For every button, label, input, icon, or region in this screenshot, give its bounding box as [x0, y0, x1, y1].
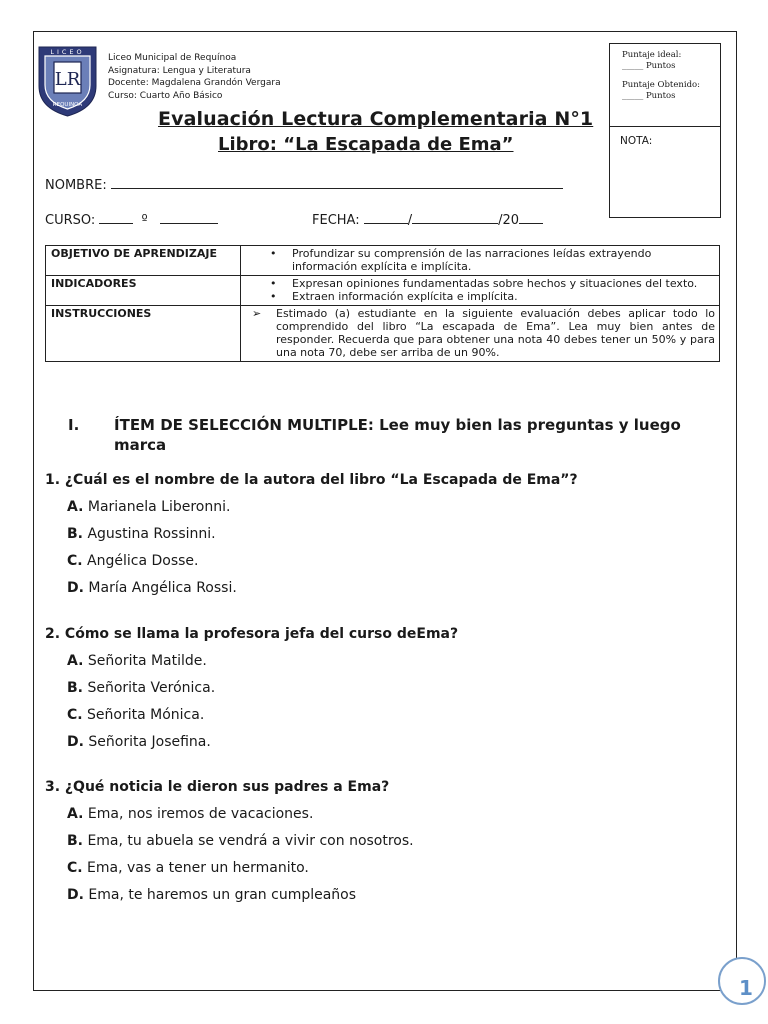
grade-label: NOTA:: [620, 135, 653, 147]
table-row-content: [241, 276, 720, 306]
instructions-text: Estimado (a) estudiante en la siguiente evaluación debes aplicar todo lo comprendido del libro “La escapada de Ema”. Lea muy bien antes de responder. Recuerda que para obtener una nota 40 debes tener un 50% y para una nota 70, debe ser arriba de un 90%.: [276, 307, 715, 359]
question-3: 3. ¿Qué noticia le dieron sus padres a Ema?: [45, 779, 390, 795]
option-letter: C.: [67, 553, 83, 569]
list-item: • Profundizar su comprensión de las narraciones leídas extrayendo información explícita e implícita.: [292, 247, 715, 273]
option-text: Señorita Verónica.: [87, 680, 216, 696]
section-title: ÍTEM DE SELECCIÓN MULTIPLE: Lee muy bien las preguntas y luego marca: [114, 416, 681, 454]
option-letter: D.: [67, 734, 84, 750]
ideal-score-points: _____ Puntos: [622, 61, 676, 71]
date-day-line[interactable]: [364, 211, 408, 224]
table-row-label: INSTRUCCIONES: [46, 306, 241, 362]
option-2a[interactable]: [67, 653, 207, 669]
option-2c[interactable]: [67, 707, 204, 723]
table-row-label: INDICADORES: [46, 276, 241, 306]
course-grade-symbol: º: [141, 213, 148, 228]
option-1c[interactable]: [67, 553, 199, 569]
option-letter: B.: [67, 526, 83, 542]
question-2: 2. Cómo se llama la profesora jefa del curso deEma?: [45, 626, 459, 642]
section-number: I.: [68, 416, 80, 434]
score-box: [609, 43, 721, 218]
school-line: Liceo Municipal de Requínoa: [108, 53, 237, 63]
school-line: Curso: Cuarto Año Básico: [108, 90, 223, 101]
question-1: 1. ¿Cuál es el nombre de la autora del libro “La Escapada de Ema”?: [45, 472, 578, 488]
date-month-line[interactable]: [412, 211, 498, 224]
option-letter: C.: [67, 707, 83, 723]
option-text: Ema, nos iremos de vacaciones.: [87, 806, 314, 822]
option-letter: A.: [67, 806, 84, 822]
option-letter: A.: [67, 499, 84, 515]
page-number-badge: 1: [718, 957, 766, 1005]
option-letter: C.: [67, 860, 83, 876]
option-3c[interactable]: [67, 860, 309, 876]
name-line[interactable]: [111, 176, 563, 189]
option-text: Señorita Matilde.: [87, 653, 207, 669]
date-label: FECHA:: [312, 213, 360, 228]
option-text: Ema, vas a tener un hermanito.: [87, 860, 309, 876]
option-text: Señorita Mónica.: [87, 707, 205, 723]
school-line: Asignatura: Lengua y Literatura: [108, 65, 251, 76]
arrow-bullet-icon: ➢: [252, 307, 262, 320]
option-letter: D.: [67, 580, 84, 596]
option-text: María Angélica Rossi.: [88, 580, 237, 596]
objective-table: [45, 245, 720, 362]
option-text: Agustina Rossinni.: [87, 526, 216, 542]
school-logo: [35, 44, 100, 118]
section-heading: [68, 415, 704, 455]
option-letter: B.: [67, 833, 83, 849]
table-row: [46, 246, 720, 276]
date-year-prefix: /20: [498, 213, 520, 228]
name-field[interactable]: [45, 176, 563, 193]
logo-top-text: LICEO: [50, 48, 85, 56]
list-item: • Extraen información explícita e implícita.: [292, 290, 715, 303]
date-field[interactable]: [312, 211, 543, 228]
option-text: Ema, tu abuela se vendrá a vivir con nosotros.: [87, 833, 414, 849]
list-item: • Expresan opiniones fundamentadas sobre hechos y situaciones del texto.: [292, 277, 715, 290]
logo-initials: LR: [54, 69, 81, 90]
course-line[interactable]: [99, 211, 133, 224]
course-label: CURSO:: [45, 213, 96, 228]
option-1d[interactable]: [67, 580, 237, 596]
option-text: Ema, te haremos un gran cumpleaños: [88, 887, 357, 903]
option-text: Señorita Josefina.: [88, 734, 211, 750]
table-row-content: [241, 306, 720, 362]
logo-bottom-text: REQUINOA: [52, 102, 83, 108]
option-1a[interactable]: [67, 499, 230, 515]
table-row: [46, 306, 720, 362]
option-letter: B.: [67, 680, 83, 696]
exam-subtitle: Libro: “La Escapada de Ema”: [218, 134, 514, 155]
course-letter-line[interactable]: [160, 211, 218, 224]
school-info: [108, 52, 281, 102]
option-text: Marianela Liberonni.: [87, 499, 231, 515]
table-row-label: OBJETIVO DE APRENDIZAJE: [46, 246, 241, 276]
option-3b[interactable]: [67, 833, 414, 849]
table-row-content: [241, 246, 720, 276]
option-letter: A.: [67, 653, 84, 669]
option-1b[interactable]: [67, 526, 216, 542]
option-letter: D.: [67, 887, 84, 903]
option-3d[interactable]: [67, 887, 356, 903]
exam-title: Evaluación Lectura Complementaria N°1: [158, 108, 594, 130]
option-2d[interactable]: [67, 734, 211, 750]
option-2b[interactable]: [67, 680, 215, 696]
date-year-line[interactable]: [519, 211, 543, 224]
course-field[interactable]: [45, 211, 218, 228]
option-3a[interactable]: [67, 806, 313, 822]
score-points: [610, 44, 720, 127]
option-text: Angélica Dosse.: [87, 553, 199, 569]
obtained-score-points: _____ Puntos: [622, 91, 676, 101]
name-label: NOMBRE:: [45, 178, 107, 193]
ideal-score-label: Puntaje ideal:: [622, 50, 682, 60]
school-line: Docente: Magdalena Grandón Vergara: [108, 78, 281, 88]
date-separator: /: [407, 213, 413, 228]
obtained-score-label: Puntaje Obtenido:: [622, 80, 700, 90]
table-row: [46, 276, 720, 306]
